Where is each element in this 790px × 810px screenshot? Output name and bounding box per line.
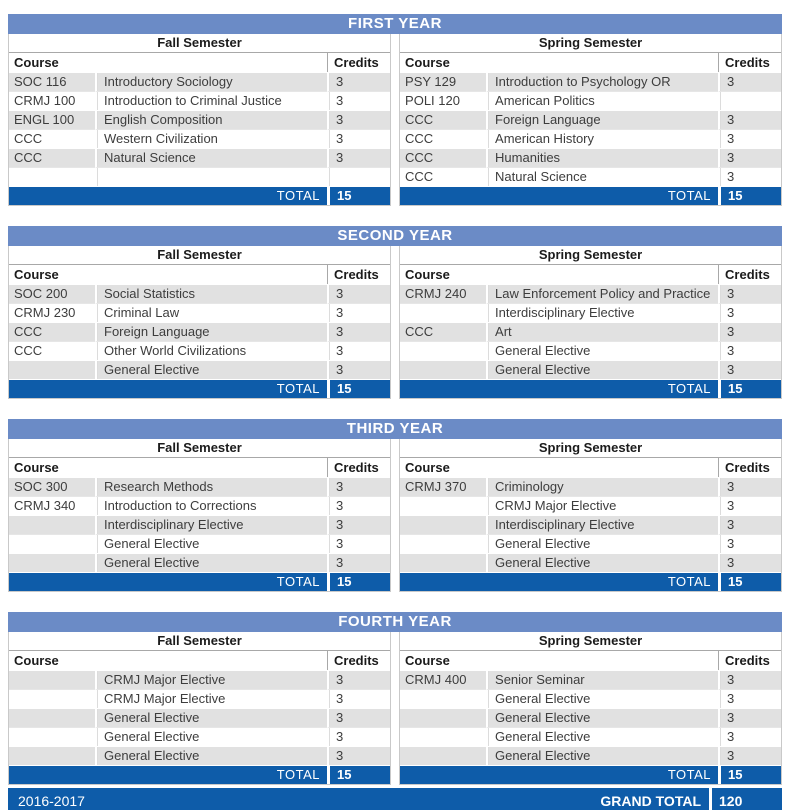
course-row [9, 167, 390, 186]
course-credits-cell: 3 [718, 322, 781, 341]
course-row [400, 708, 781, 727]
course-credits-cell: 3 [718, 303, 781, 322]
course-code-cell: CCC [9, 148, 95, 167]
course-column-header: Course [9, 651, 327, 670]
course-row [400, 670, 781, 689]
credits-column-header: Credits [718, 265, 781, 284]
course-credits-cell: 3 [327, 534, 390, 553]
course-name-cell: General Elective [95, 553, 327, 572]
course-row [9, 477, 390, 496]
course-name-cell: Natural Science [95, 148, 327, 167]
course-credits-cell: 3 [327, 110, 390, 129]
course-name-cell: Social Statistics [95, 284, 327, 303]
course-code-cell: CRMJ 400 [400, 670, 486, 689]
course-code-cell [400, 746, 486, 765]
course-row [9, 72, 390, 91]
course-code-cell [9, 689, 95, 708]
course-credits-cell: 3 [718, 689, 781, 708]
total-label: TOTAL [400, 765, 718, 784]
course-credits-cell: 3 [327, 91, 390, 110]
total-value: 15 [718, 379, 781, 398]
total-label: TOTAL [400, 379, 718, 398]
course-code-cell: SOC 200 [9, 284, 95, 303]
course-credits-cell: 3 [718, 727, 781, 746]
total-label: TOTAL [9, 186, 327, 205]
course-row [9, 670, 390, 689]
course-code-cell: CRMJ 230 [9, 303, 95, 322]
course-row [400, 72, 781, 91]
course-credits-cell: 3 [327, 148, 390, 167]
course-row [9, 534, 390, 553]
total-row [400, 572, 781, 591]
course-credits-cell: 3 [718, 110, 781, 129]
semester-tables [8, 34, 782, 206]
course-code-cell [400, 496, 486, 515]
course-name-cell: Research Methods [95, 477, 327, 496]
credits-column-header: Credits [327, 53, 390, 72]
course-row [400, 129, 781, 148]
course-column-header: Course [9, 53, 327, 72]
course-name-cell: General Elective [486, 727, 718, 746]
course-code-cell [9, 167, 95, 186]
course-code-cell: SOC 300 [9, 477, 95, 496]
course-row [400, 284, 781, 303]
course-credits-cell: 3 [718, 534, 781, 553]
course-code-cell [400, 360, 486, 379]
grand-total-label: GRAND TOTAL [600, 793, 701, 809]
course-name-cell: General Elective [486, 360, 718, 379]
course-column-header: Course [400, 458, 718, 477]
course-code-cell [400, 727, 486, 746]
course-name-cell: General Elective [486, 689, 718, 708]
course-credits-cell: 3 [327, 496, 390, 515]
course-credits-cell: 3 [327, 670, 390, 689]
total-value: 15 [327, 765, 390, 784]
total-row [9, 379, 390, 398]
course-name-cell: Law Enforcement Policy and Practice [486, 284, 718, 303]
semester-tables [8, 246, 782, 399]
course-name-cell: American Politics [486, 91, 718, 110]
total-value: 15 [718, 765, 781, 784]
course-name-cell: Foreign Language [95, 322, 327, 341]
course-row [400, 148, 781, 167]
course-credits-cell: 3 [718, 515, 781, 534]
total-row [400, 765, 781, 784]
course-name-cell: Criminology [486, 477, 718, 496]
course-row [9, 129, 390, 148]
course-code-cell: CCC [9, 129, 95, 148]
course-code-cell [400, 553, 486, 572]
course-code-cell [400, 341, 486, 360]
course-column-header: Course [400, 651, 718, 670]
course-name-cell: General Elective [486, 708, 718, 727]
course-credits-cell: 3 [718, 553, 781, 572]
course-code-cell: ENGL 100 [9, 110, 95, 129]
course-row [400, 167, 781, 186]
year-title: FIRST YEAR [8, 14, 782, 34]
course-row [9, 341, 390, 360]
course-code-cell: CCC [400, 129, 486, 148]
course-credits-cell: 3 [718, 129, 781, 148]
course-name-cell: General Elective [486, 746, 718, 765]
course-credits-cell: 3 [327, 708, 390, 727]
course-code-cell [400, 689, 486, 708]
credits-column-header: Credits [718, 651, 781, 670]
semester-tables [8, 632, 782, 785]
course-name-cell: General Elective [95, 360, 327, 379]
year-sections [8, 14, 782, 785]
course-row [9, 284, 390, 303]
course-name-cell: Introduction to Corrections [95, 496, 327, 515]
total-value: 15 [327, 186, 390, 205]
course-code-cell [9, 727, 95, 746]
semester-title: Fall Semester [9, 439, 390, 458]
course-credits-cell: 3 [327, 360, 390, 379]
course-row [400, 727, 781, 746]
course-column-header: Course [400, 265, 718, 284]
course-code-cell: CCC [9, 341, 95, 360]
course-name-cell: Introductory Sociology [95, 72, 327, 91]
course-code-cell: CRMJ 340 [9, 496, 95, 515]
course-credits-cell: 3 [327, 477, 390, 496]
semester-title: Spring Semester [400, 632, 781, 651]
course-row [400, 360, 781, 379]
course-row [9, 148, 390, 167]
course-code-cell: CCC [400, 167, 486, 186]
course-row [9, 689, 390, 708]
course-column-header: Course [9, 265, 327, 284]
course-row [9, 360, 390, 379]
course-name-cell: CRMJ Major Elective [95, 689, 327, 708]
course-row [9, 515, 390, 534]
fall-semester-table [8, 34, 391, 206]
course-row [9, 303, 390, 322]
course-name-cell: CRMJ Major Elective [486, 496, 718, 515]
course-column-header: Course [400, 53, 718, 72]
course-credits-cell: 3 [718, 72, 781, 91]
course-name-cell: General Elective [95, 727, 327, 746]
year-section [8, 612, 782, 785]
course-credits-cell: 3 [718, 670, 781, 689]
total-row [400, 186, 781, 205]
course-name-cell: Natural Science [486, 167, 718, 186]
course-credits-cell: 3 [327, 129, 390, 148]
course-credits-cell: 3 [327, 322, 390, 341]
course-name-cell: Interdisciplinary Elective [95, 515, 327, 534]
course-code-cell [400, 303, 486, 322]
course-code-cell: SOC 116 [9, 72, 95, 91]
course-code-cell: CRMJ 370 [400, 477, 486, 496]
course-code-cell: CRMJ 240 [400, 284, 486, 303]
spring-semester-table [399, 439, 782, 592]
course-credits-cell: 3 [327, 303, 390, 322]
course-row [400, 91, 781, 110]
grand-total-bar [8, 788, 782, 810]
course-row [400, 746, 781, 765]
course-name-cell: Introduction to Criminal Justice [95, 91, 327, 110]
fall-semester-table [8, 246, 391, 399]
course-row [9, 110, 390, 129]
credits-column-header: Credits [327, 265, 390, 284]
course-credits-cell: 3 [718, 148, 781, 167]
course-code-cell [9, 708, 95, 727]
course-name-cell: General Elective [95, 708, 327, 727]
course-credits-cell: 3 [327, 284, 390, 303]
course-row [9, 746, 390, 765]
total-value: 15 [327, 379, 390, 398]
grand-total-value: 120 [719, 793, 743, 809]
total-row [400, 379, 781, 398]
course-row [9, 322, 390, 341]
course-credits-cell [718, 91, 781, 110]
course-credits-cell: 3 [327, 341, 390, 360]
year-section [8, 419, 782, 592]
total-row [9, 572, 390, 591]
course-code-cell [9, 553, 95, 572]
course-name-cell: Criminal Law [95, 303, 327, 322]
spring-semester-table [399, 34, 782, 206]
semester-title: Fall Semester [9, 632, 390, 651]
course-credits-cell: 3 [327, 727, 390, 746]
total-label: TOTAL [9, 572, 327, 591]
course-name-cell: Senior Seminar [486, 670, 718, 689]
semester-title: Spring Semester [400, 34, 781, 53]
course-code-cell [9, 746, 95, 765]
course-column-header: Course [9, 458, 327, 477]
course-code-cell [9, 515, 95, 534]
grand-total-spacer [85, 788, 600, 810]
course-name-cell: Art [486, 322, 718, 341]
course-code-cell: CCC [400, 322, 486, 341]
semester-tables [8, 439, 782, 592]
course-credits-cell: 3 [327, 553, 390, 572]
course-name-cell: Humanities [486, 148, 718, 167]
course-name-cell: Interdisciplinary Elective [486, 515, 718, 534]
course-name-cell: General Elective [95, 534, 327, 553]
course-credits-cell: 3 [327, 689, 390, 708]
semester-title: Spring Semester [400, 439, 781, 458]
course-credits-cell [327, 167, 390, 186]
total-value: 15 [718, 572, 781, 591]
course-code-cell: CCC [400, 148, 486, 167]
course-code-cell [400, 534, 486, 553]
course-name-cell [95, 167, 327, 186]
course-credits-cell: 3 [718, 360, 781, 379]
course-row [400, 477, 781, 496]
year-title: SECOND YEAR [8, 226, 782, 246]
course-code-cell [9, 534, 95, 553]
credits-column-header: Credits [327, 651, 390, 670]
course-row [9, 708, 390, 727]
credits-column-header: Credits [718, 53, 781, 72]
course-credits-cell: 3 [327, 515, 390, 534]
total-value: 15 [327, 572, 390, 591]
course-row [400, 496, 781, 515]
course-code-cell [400, 708, 486, 727]
course-row [400, 341, 781, 360]
total-row [9, 186, 390, 205]
course-name-cell: English Composition [95, 110, 327, 129]
course-row [400, 110, 781, 129]
course-name-cell: Foreign Language [486, 110, 718, 129]
total-label: TOTAL [400, 572, 718, 591]
year-section [8, 226, 782, 399]
course-credits-cell: 3 [718, 746, 781, 765]
course-name-cell: General Elective [95, 746, 327, 765]
course-credits-cell: 3 [327, 72, 390, 91]
year-section [8, 14, 782, 206]
course-row [9, 496, 390, 515]
course-name-cell: Western Civilization [95, 129, 327, 148]
spring-semester-table [399, 246, 782, 399]
course-row [400, 303, 781, 322]
course-code-cell: CCC [400, 110, 486, 129]
course-row [9, 553, 390, 572]
course-row [400, 689, 781, 708]
course-code-cell: POLI 120 [400, 91, 486, 110]
course-code-cell: CRMJ 100 [9, 91, 95, 110]
course-row [400, 322, 781, 341]
course-name-cell: American History [486, 129, 718, 148]
course-credits-cell: 3 [718, 284, 781, 303]
course-name-cell: Introduction to Psychology OR [486, 72, 718, 91]
course-credits-cell: 3 [718, 341, 781, 360]
course-credits-cell: 3 [327, 746, 390, 765]
course-row [400, 515, 781, 534]
course-code-cell [400, 515, 486, 534]
course-credits-cell: 3 [718, 708, 781, 727]
year-title: FOURTH YEAR [8, 612, 782, 632]
course-code-cell [9, 360, 95, 379]
course-name-cell: General Elective [486, 534, 718, 553]
fall-semester-table [8, 439, 391, 592]
course-row [9, 727, 390, 746]
course-name-cell: General Elective [486, 341, 718, 360]
course-credits-cell: 3 [718, 167, 781, 186]
total-label: TOTAL [400, 186, 718, 205]
semester-title: Fall Semester [9, 246, 390, 265]
course-name-cell: Other World Civilizations [95, 341, 327, 360]
fall-semester-table [8, 632, 391, 785]
course-name-cell: Interdisciplinary Elective [486, 303, 718, 322]
total-row [9, 765, 390, 784]
course-row [400, 534, 781, 553]
course-name-cell: General Elective [486, 553, 718, 572]
course-name-cell: CRMJ Major Elective [95, 670, 327, 689]
course-code-cell: CCC [9, 322, 95, 341]
total-value: 15 [718, 186, 781, 205]
course-credits-cell: 3 [718, 496, 781, 515]
semester-title: Fall Semester [9, 34, 390, 53]
spring-semester-table [399, 632, 782, 785]
year-title: THIRD YEAR [8, 419, 782, 439]
total-label: TOTAL [9, 379, 327, 398]
course-code-cell: PSY 129 [400, 72, 486, 91]
course-code-cell [9, 670, 95, 689]
course-credits-cell: 3 [718, 477, 781, 496]
course-row [400, 553, 781, 572]
credits-column-header: Credits [327, 458, 390, 477]
course-row [9, 91, 390, 110]
semester-title: Spring Semester [400, 246, 781, 265]
year-range: 2016-2017 [18, 793, 85, 809]
total-label: TOTAL [9, 765, 327, 784]
credits-column-header: Credits [718, 458, 781, 477]
